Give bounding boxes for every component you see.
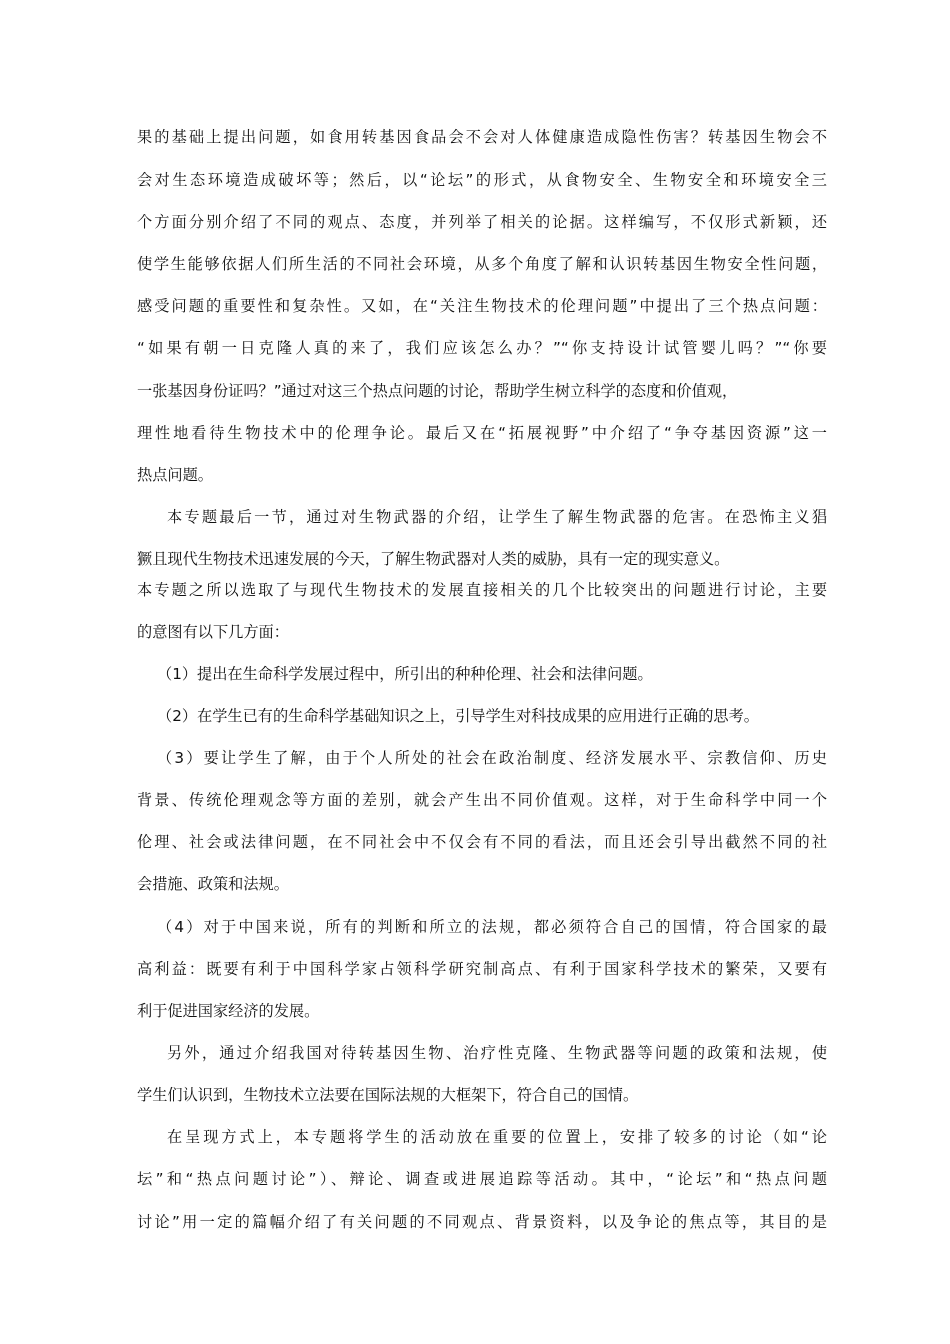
list-item: （4）对于中国来说，所有的判断和所立的法规，都必须符合自己的国情，符合国家的最 [157,918,827,936]
text-line: 背景、传统伦理观念等方面的差别，就会产生出不同价值观。这样，对于生命科学中同一个 [137,791,827,809]
paragraph-first-line: 另外，通过介绍我国对待转基因生物、治疗性克隆、生物武器等问题的政策和法规，使 [167,1044,827,1062]
text-line: 伦理、社会或法律问题，在不同社会中不仅会有不同的看法，而且还会引导出截然不同的社 [137,833,827,851]
text-line: 使学生能够依据人们所生活的不同社会环境，从多个角度了解和认识转基因生物安全性问题， [137,255,827,273]
list-item: （1）提出在生命科学发展过程中，所引出的种种伦理、社会和法律问题。 [157,665,653,683]
text-line: 坛”和“热点问题讨论”）、辩论、调查或进展追踪等活动。其中，“论坛”和“热点问题 [137,1170,827,1188]
text-line: 会对生态环境造成破坏等；然后，以“论坛”的形式，从食物安全、生物安全和环境安全三 [137,171,827,189]
text-line: 学生们认识到，生物技术立法要在国际法规的大框架下，符合自己的国情。 [137,1086,639,1104]
text-line: 高利益：既要有利于中国科学家占领科学研究制高点、有利于国家科学技术的繁荣，又要有 [137,960,827,978]
text-line: 感受问题的重要性和复杂性。又如，在“关注生物技术的伦理问题”中提出了三个热点问题： [137,297,827,315]
text-line: 果的基础上提出问题，如食用转基因食品会不会对人体健康造成隐性伤害？转基因生物会不 [137,128,827,146]
paragraph-first-line: 在呈现方式上，本专题将学生的活动放在重要的位置上，安排了较多的讨论（如“论 [167,1128,827,1146]
text-line: 獗且现代生物技术迅速发展的今天，了解生物武器对人类的威胁，具有一定的现实意义。 [137,550,730,568]
text-line: “如果有朝一日克隆人真的来了，我们应该怎么办？”“你支持设计试管婴儿吗？”“你要 [137,339,827,357]
text-line: 利于促进国家经济的发展。 [137,1002,320,1020]
text-line: 个方面分别介绍了不同的观点、态度，并列举了相关的论据。这样编写，不仅形式新颖，还 [137,213,827,231]
text-line: 理性地看待生物技术中的伦理争论。最后又在“拓展视野”中介绍了“争夺基因资源”这一 [137,424,827,442]
paragraph-first-line: 本专题最后一节，通过对生物武器的介绍，让学生了解生物武器的危害。在恐怖主义猖 [167,508,827,526]
text-line: 会措施、政策和法规。 [137,875,289,893]
list-item: （3）要让学生了解，由于个人所处的社会在政治制度、经济发展水平、宗教信仰、历史 [157,749,827,767]
text-line: 热点问题。 [137,466,213,484]
text-line: 的意图有以下几方面： [137,623,289,641]
text-line: 一张基因身份证吗？”通过对这三个热点问题的讨论，帮助学生树立科学的态度和价值观， [137,382,738,400]
list-item: （2）在学生已有的生命科学基础知识之上，引导学生对科技成果的应用进行正确的思考。 [157,707,759,725]
text-line: 本专题之所以选取了与现代生物技术的发展直接相关的几个比较突出的问题进行讨论，主要 [137,581,827,599]
text-line: 讨论”用一定的篇幅介绍了有关问题的不同观点、背景资料，以及争论的焦点等，其目的是 [137,1213,827,1231]
